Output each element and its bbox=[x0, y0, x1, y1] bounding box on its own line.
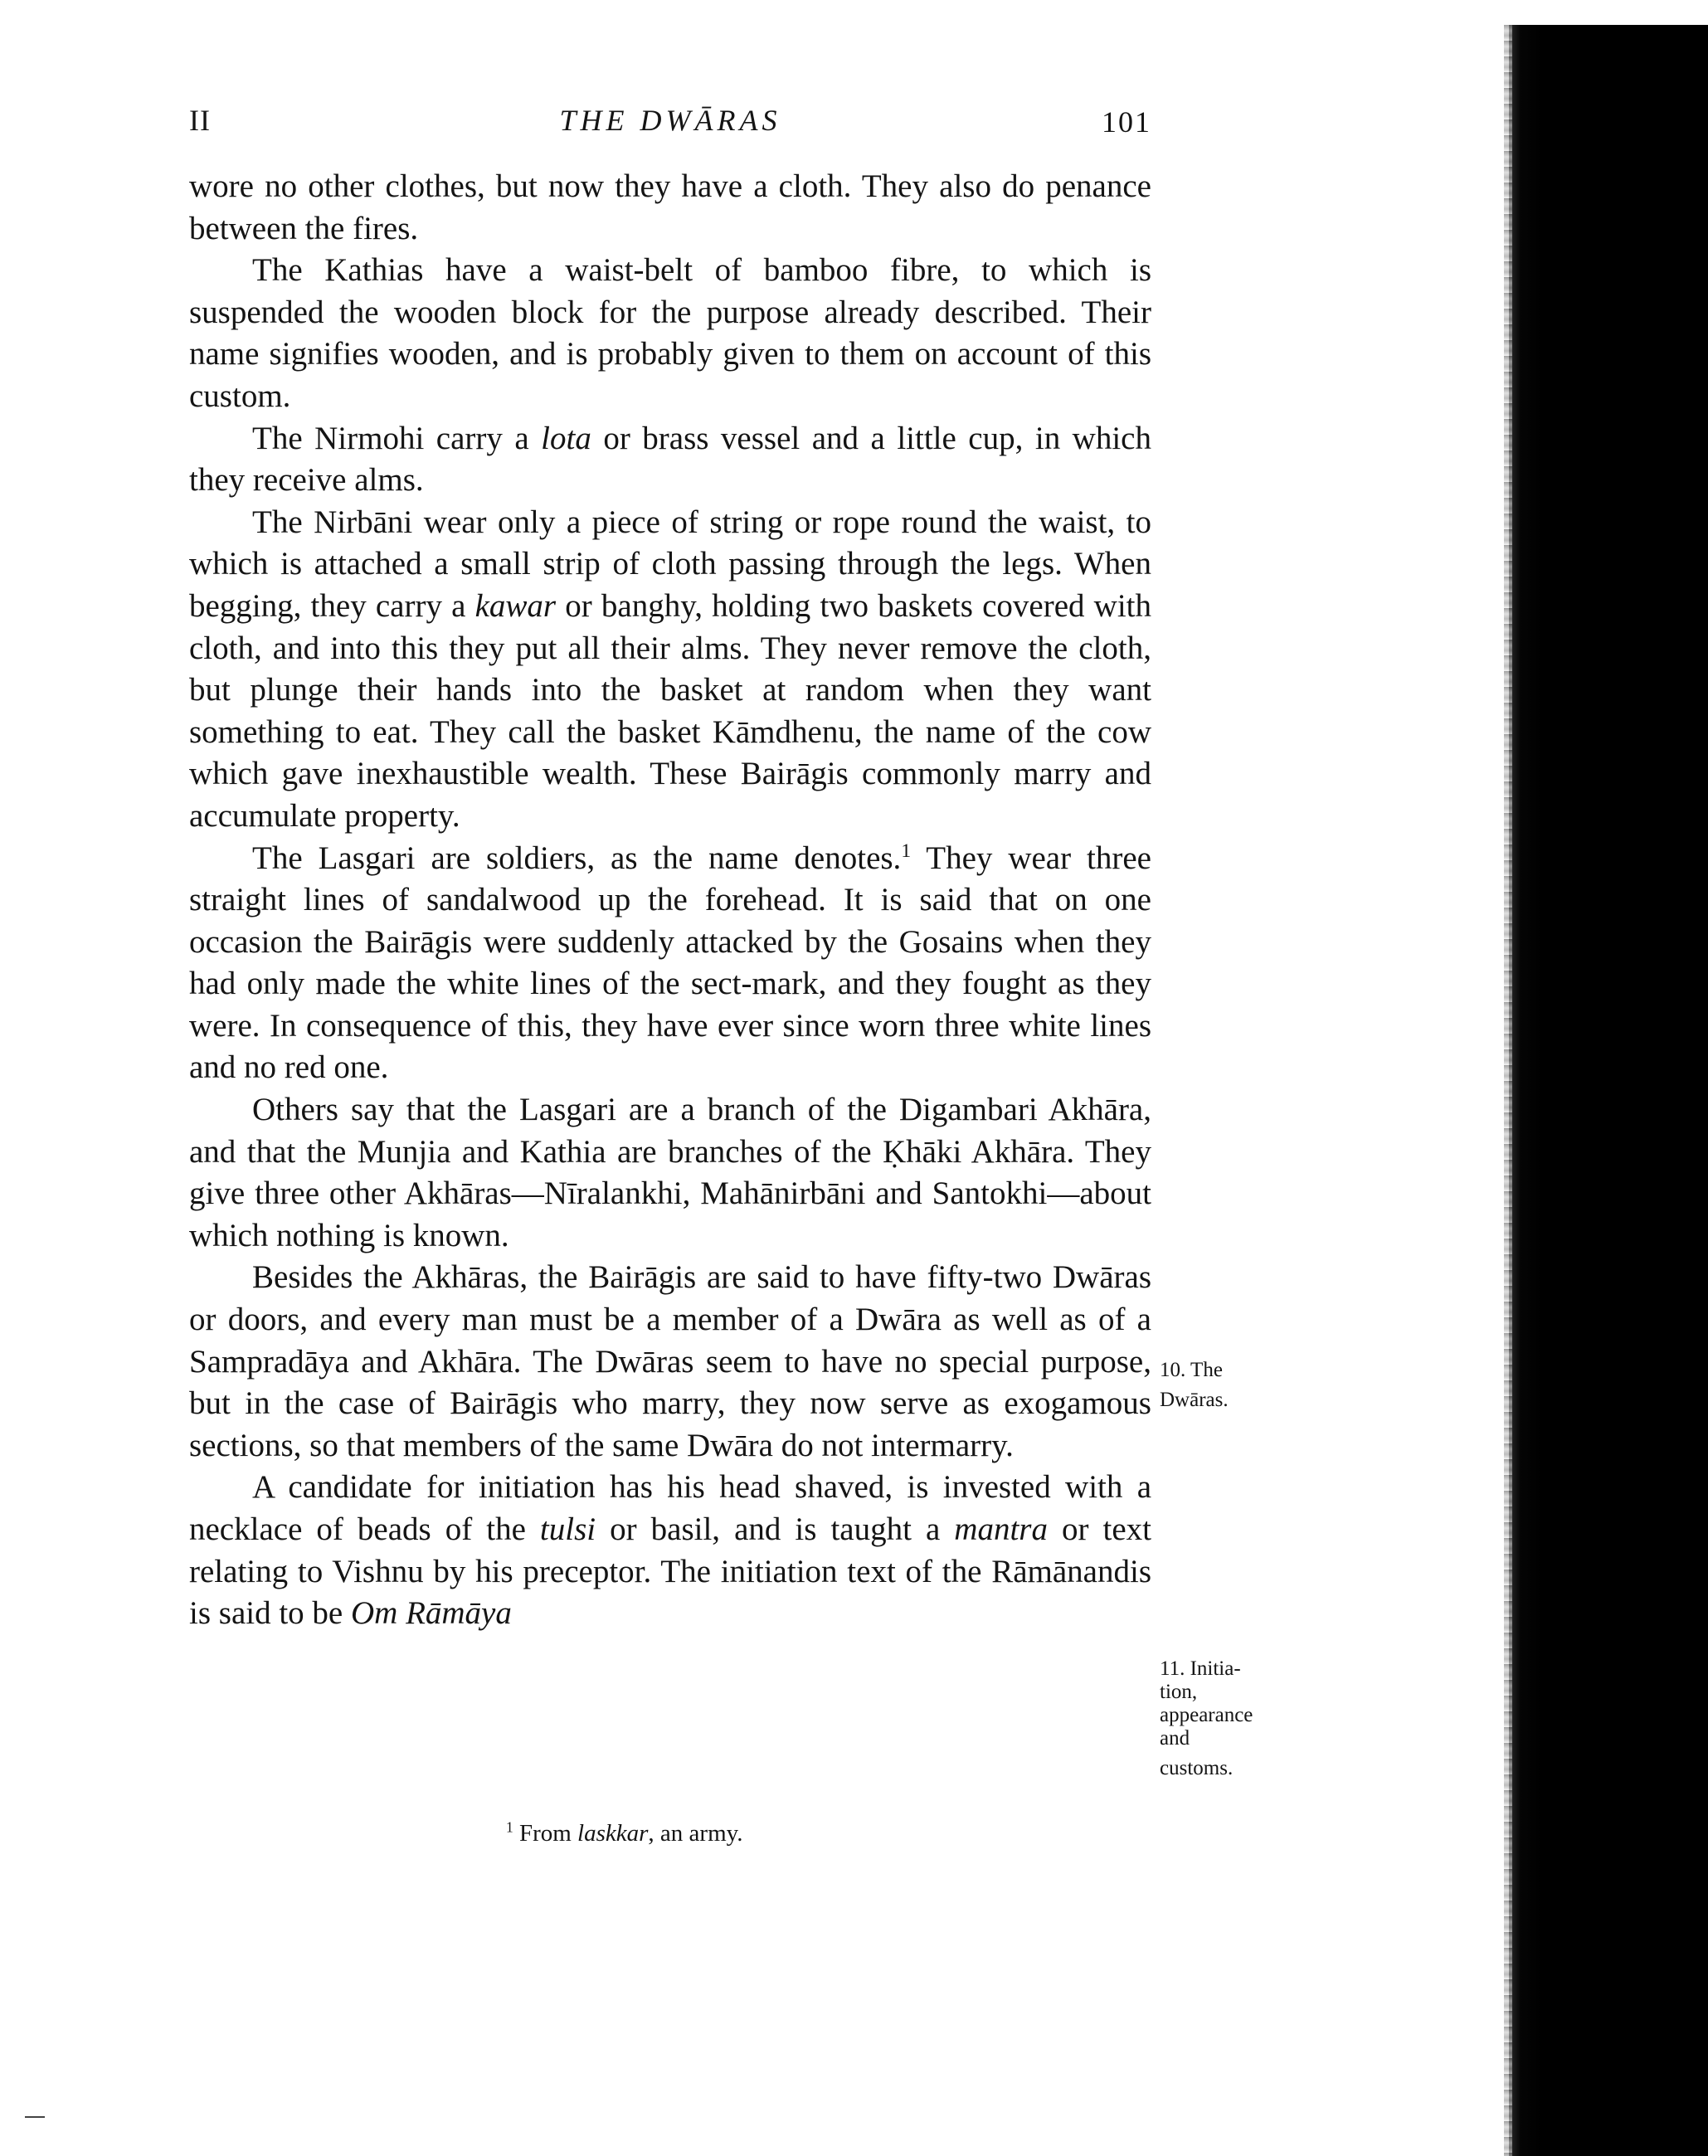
footnote-marker: 1 bbox=[506, 1818, 513, 1836]
paragraph-nirbani: The Nirbāni wear only a piece of string or rope round the waist, to which is attached a small strip of cloth passing through the legs. When begging, they carry a kawar or banghy, holding two baskets covered with cloth, and into this they put all their alms. They never remove the cloth, but plunge their hands into the basket at random when they want something to eat. They call the basket Kāmdhenu, the name of the cow which gave inexhaustible wealth. These Bairāgis commonly marry and accumulate property. bbox=[189, 504, 1152, 834]
book-binding-shadow bbox=[1509, 25, 1708, 2156]
paragraph-kathias: The Kathias have a waist-belt of bamboo fibre, to which is suspended the wooden block for the purpose already described. Their name signifies wooden, and is probably given to them on account of this custom. bbox=[189, 252, 1151, 414]
chapter-number: II bbox=[189, 104, 211, 137]
margin-note-initiation: 11. Initia- tion, appearance and customs. bbox=[1160, 1657, 1253, 1779]
footnote: $^1$ From laskkar, an army. bbox=[506, 1818, 743, 1847]
paragraph-initiation: A candidate for initiation has his head shaved, is invested with a necklace of beads of the tulsi or basil, and is taught a mantra or text relating to Vishnu by his preceptor. The initiation text of the Rāmānandis is said to be Om Rāmāya bbox=[189, 1469, 1151, 1632]
page-number: 101 bbox=[1102, 105, 1151, 139]
running-header bbox=[189, 101, 1151, 139]
paragraph-continuation: wore no other clothes, but now they have a cloth. They also do penance between the fires. bbox=[189, 168, 1151, 246]
scan-mark bbox=[25, 2116, 45, 2118]
margin-note-dwaras: 10. The Dwāras. bbox=[1160, 1359, 1229, 1411]
page-edge bbox=[1504, 25, 1512, 2156]
footnote-ref: 1 bbox=[901, 840, 912, 862]
paragraph-lasgari: The Lasgari are soldiers, as the name denotes.$^1$ They wear three straight lines of sandalwood up the forehead. It is said that on one occasion the Bairāgis were suddenly attacked by the Gosains when they had only made the white lines of the sect-mark, and they fought as they were. In consequence of this, they have ever since worn three white lines and no red one. bbox=[189, 840, 1151, 1086]
paragraph-dwaras: Besides the Akhāras, the Bairāgis are said to have fifty-two Dwāras or doors, and every man must be a member of a Dwāra as well as of a Sampradāya and Akhāra. The Dwāras seem to have no special purpose, but in the case of Bairāgis who marry, they now serve as exogamous sections, so that members of the same Dwāra do not intermarry. bbox=[189, 1259, 1151, 1463]
paragraph-akharas: Others say that the Lasgari are a branch of the Digambari Akhāra, and that the Munjia and Kathia are branches of the Ḳhāki Akhāra. They give three other Akhāras—Nīralankhi, Mahānirbāni and Santokhi—about which nothing is known. bbox=[189, 1092, 1151, 1253]
paragraph-nirmohi: The Nirmohi carry a lota or brass vessel and a little cup, in which they receive alms. bbox=[189, 420, 1151, 499]
running-title: THE DWĀRAS bbox=[559, 104, 781, 137]
main-text bbox=[189, 166, 1151, 1635]
